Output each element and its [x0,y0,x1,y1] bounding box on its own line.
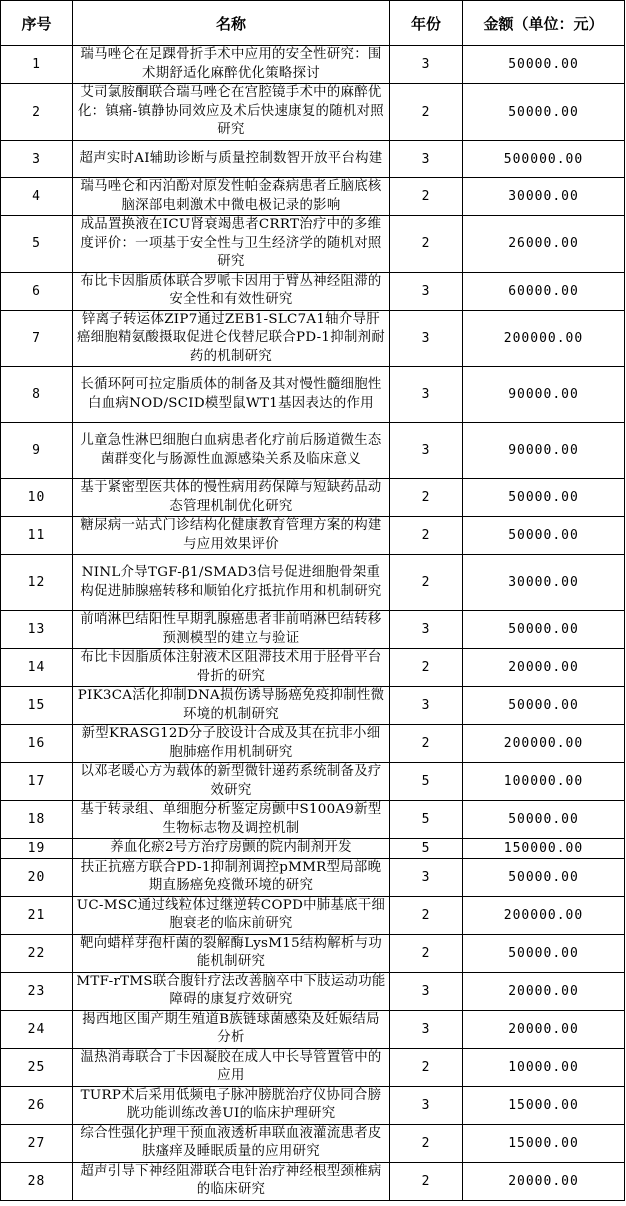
row-year: 3 [390,972,463,1010]
row-name: PIK3CA活化抑制DNA损伤诱导肠癌免疫抑制性微环境的机制研究 [73,687,390,725]
row-amount: 30000.00 [463,555,625,611]
row-name: 基于转录组、单细胞分析鉴定房颤中S100A9新型生物标志物及调控机制 [73,801,390,839]
row-index: 25 [1,1048,73,1086]
row-amount: 100000.00 [463,763,625,801]
header-name: 名称 [73,1,390,46]
row-amount: 50000.00 [463,46,625,84]
table-row [1,216,625,273]
row-index: 4 [1,178,73,216]
row-name: 揭西地区围产期生殖道B族链球菌感染及妊娠结局分析 [73,1010,390,1048]
table-row [1,972,625,1010]
row-index: 21 [1,896,73,934]
table-row [1,649,625,687]
table-row [1,1010,625,1048]
row-name: 瑞马唑仑在足踝骨折手术中应用的安全性研究：围术期舒适化麻醉优化策略探讨 [73,46,390,84]
row-name: 儿童急性淋巴细胞白血病患者化疗前后肠道微生态菌群变化与肠源性血源感染关系及临床意义 [73,423,390,479]
row-name: 布比卡因脂质体联合罗哌卡因用于臂丛神经阻滞的安全性和有效性研究 [73,272,390,310]
row-amount: 50000.00 [463,934,625,972]
row-index: 27 [1,1124,73,1162]
row-name: 综合性强化护理干预血液透析串联血液灌流患者皮肤瘙痒及睡眠质量的应用研究 [73,1124,390,1162]
row-amount: 200000.00 [463,310,625,367]
row-name: 基于紧密型医共体的慢性病用药保障与短缺药品动态管理机制优化研究 [73,479,390,517]
table-row [1,178,625,216]
row-amount: 500000.00 [463,141,625,178]
row-index: 2 [1,84,73,141]
row-year: 2 [390,517,463,555]
table-row [1,555,625,611]
table-row [1,367,625,423]
row-amount: 150000.00 [463,839,625,859]
row-amount: 50000.00 [463,517,625,555]
row-name: 以邓老暖心方为载体的新型微针递药系统制备及疗效研究 [73,763,390,801]
row-amount: 50000.00 [463,84,625,141]
row-name: 糖尿病一站式门诊结构化健康教育管理方案的构建与应用效果评价 [73,517,390,555]
row-name: 成品置换液在ICU肾衰竭患者CRRT治疗中的多维度评价：一项基于安全性与卫生经济学的随机对照研究 [73,216,390,273]
row-name: 布比卡因脂质体注射液术区阻滞技术用于胫骨平台骨折的研究 [73,649,390,687]
table-row [1,517,625,555]
row-name: 养血化瘀2号方治疗房颤的院内制剂开发 [73,839,390,859]
row-index: 12 [1,555,73,611]
row-name: 前哨淋巴结阳性早期乳腺癌患者非前哨淋巴结转移预测模型的建立与验证 [73,611,390,649]
row-amount: 50000.00 [463,687,625,725]
header-year: 年份 [390,1,463,46]
row-index: 23 [1,972,73,1010]
row-amount: 50000.00 [463,479,625,517]
table-row [1,479,625,517]
row-amount: 60000.00 [463,272,625,310]
row-index: 26 [1,1086,73,1124]
row-amount: 30000.00 [463,178,625,216]
row-index: 9 [1,423,73,479]
row-amount: 50000.00 [463,801,625,839]
row-amount: 10000.00 [463,1048,625,1086]
row-name: 温热消毒联合丁卡因凝胶在成人中长导管置管中的应用 [73,1048,390,1086]
header-amount: 金额（单位：元） [463,1,625,46]
row-index: 19 [1,839,73,859]
row-index: 5 [1,216,73,273]
row-index: 11 [1,517,73,555]
row-amount: 50000.00 [463,858,625,896]
table-row [1,84,625,141]
row-year: 2 [390,1048,463,1086]
row-amount: 50000.00 [463,611,625,649]
row-year: 2 [390,84,463,141]
row-year: 3 [390,423,463,479]
row-name: 新型KRASG12D分子胶设计合成及其在抗非小细胞肺癌作用机制研究 [73,725,390,763]
row-year: 3 [390,858,463,896]
table-row [1,46,625,84]
row-index: 20 [1,858,73,896]
row-year: 2 [390,725,463,763]
table-row [1,801,625,839]
table-row [1,1162,625,1200]
row-index: 24 [1,1010,73,1048]
row-amount: 20000.00 [463,1162,625,1200]
table-row [1,839,625,859]
row-year: 2 [390,934,463,972]
row-index: 18 [1,801,73,839]
row-year: 2 [390,649,463,687]
row-amount: 20000.00 [463,649,625,687]
table-row [1,141,625,178]
row-year: 3 [390,46,463,84]
table-row [1,310,625,367]
table-row [1,1124,625,1162]
row-index: 10 [1,479,73,517]
header-index: 序号 [1,1,73,46]
row-index: 3 [1,141,73,178]
row-year: 2 [390,896,463,934]
row-year: 2 [390,178,463,216]
table-row [1,687,625,725]
table-row [1,896,625,934]
table-row [1,272,625,310]
row-name: TURP术后采用低频电子脉冲膀胱治疗仪协同合膀胱功能训练改善UI的临床护理研究 [73,1086,390,1124]
row-index: 17 [1,763,73,801]
table-row [1,611,625,649]
table-row [1,763,625,801]
table-row [1,858,625,896]
row-year: 3 [390,141,463,178]
row-name: 瑞马唑仑和丙泊酚对原发性帕金森病患者丘脑底核脑深部电刺激术中微电极记录的影响 [73,178,390,216]
row-year: 2 [390,216,463,273]
row-year: 3 [390,1010,463,1048]
row-index: 28 [1,1162,73,1200]
row-amount: 20000.00 [463,972,625,1010]
row-year: 3 [390,611,463,649]
row-amount: 90000.00 [463,423,625,479]
row-index: 14 [1,649,73,687]
row-year: 2 [390,1124,463,1162]
row-index: 13 [1,611,73,649]
row-amount: 15000.00 [463,1124,625,1162]
row-amount: 20000.00 [463,1010,625,1048]
table-row [1,1086,625,1124]
table-row [1,1048,625,1086]
row-amount: 200000.00 [463,725,625,763]
row-name: NINL介导TGF-β1/SMAD3信号促进细胞骨架重构促进肺腺癌转移和顺铂化疗抵抗作用和机制研究 [73,555,390,611]
row-amount: 26000.00 [463,216,625,273]
row-year: 5 [390,801,463,839]
row-year: 3 [390,1086,463,1124]
row-name: 艾司氯胺酮联合瑞马唑仑在宫腔镜手术中的麻醉优化：镇痛-镇静协同效应及术后快速康复的随机对照研究 [73,84,390,141]
row-name: 超声引导下神经阻滞联合电针治疗神经根型颈椎病的临床研究 [73,1162,390,1200]
table-body [1,46,625,1201]
row-year: 3 [390,687,463,725]
header-row [1,1,625,46]
table-row [1,725,625,763]
row-name: UC-MSC通过线粒体过继逆转COPD中肺基底干细胞衰老的临床前研究 [73,896,390,934]
row-index: 16 [1,725,73,763]
row-amount: 200000.00 [463,896,625,934]
row-year: 2 [390,479,463,517]
row-index: 7 [1,310,73,367]
row-name: 靶向蜡样芽孢杆菌的裂解酶LysM15结构解析与功能机制研究 [73,934,390,972]
row-year: 2 [390,555,463,611]
row-name: 长循环阿可拉定脂质体的制备及其对慢性髓细胞性白血病NOD/SCID模型鼠WT1基因表达的作用 [73,367,390,423]
row-year: 2 [390,1162,463,1200]
row-index: 15 [1,687,73,725]
row-index: 22 [1,934,73,972]
table-row [1,934,625,972]
row-name: 超声实时AI辅助诊断与质量控制数智开放平台构建 [73,141,390,178]
row-year: 3 [390,310,463,367]
row-index: 6 [1,272,73,310]
row-amount: 90000.00 [463,367,625,423]
row-name: MTF-rTMS联合腹针疗法改善脑卒中下肢运动功能障碍的康复疗效研究 [73,972,390,1010]
row-index: 1 [1,46,73,84]
row-year: 3 [390,367,463,423]
row-year: 5 [390,839,463,859]
table-row [1,423,625,479]
row-name: 锌离子转运体ZIP7通过ZEB1-SLC7A1轴介导肝癌细胞精氨酸摄取促进仑伐替尼联合PD-1抑制剂耐药的机制研究 [73,310,390,367]
row-year: 5 [390,763,463,801]
row-name: 扶正抗癌方联合PD-1抑制剂调控pMMR型局部晚期直肠癌免疫微环境的研究 [73,858,390,896]
row-amount: 15000.00 [463,1086,625,1124]
row-index: 8 [1,367,73,423]
row-year: 3 [390,272,463,310]
